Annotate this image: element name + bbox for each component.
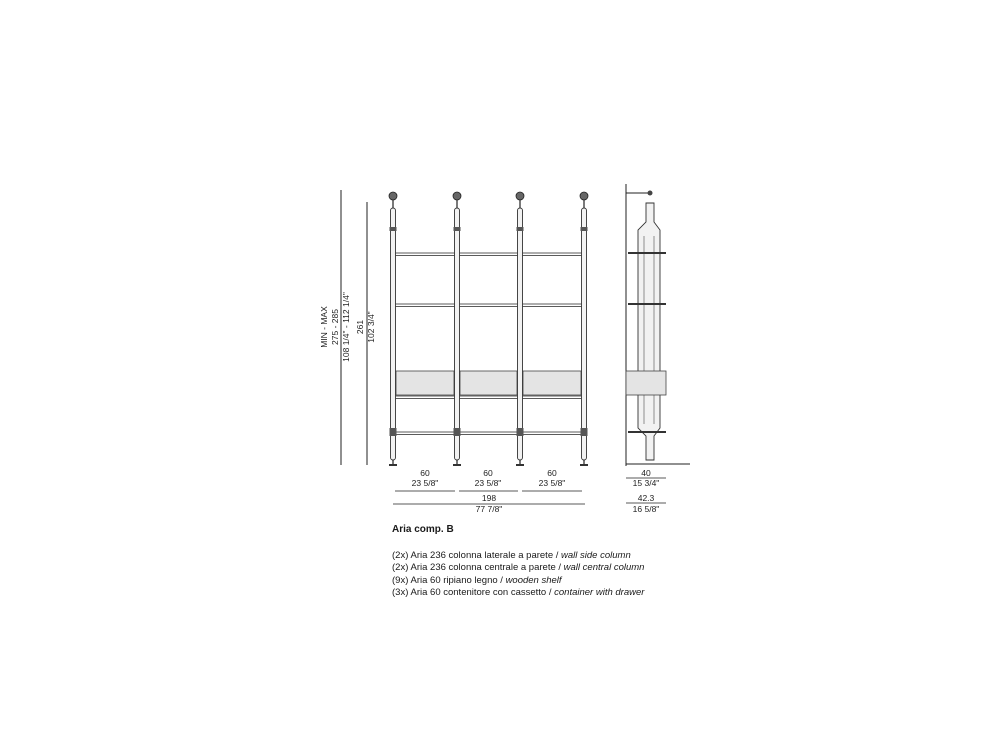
shelf (393, 304, 584, 307)
drawer-container (396, 371, 454, 395)
total-width-in: 77 7/8" (475, 504, 503, 514)
top-bracket-knob (648, 191, 653, 196)
column-clamp (581, 428, 588, 436)
component-item: (2x) Aria 236 colonna laterale a parete / wall side column (392, 550, 631, 561)
column-clamp (517, 428, 524, 436)
side-column-outline (638, 203, 660, 460)
column-upright (455, 208, 460, 460)
component-item: (3x) Aria 60 contenitore con cassetto / container with drawer (392, 587, 645, 599)
column-base (389, 464, 397, 466)
height-range-cm: 275 - 285 (330, 309, 340, 345)
height-label: MIN - MAX (319, 306, 329, 348)
column-base (580, 464, 588, 466)
shelf (393, 253, 584, 256)
column-top-knob (389, 192, 397, 200)
overall-depth-in: 16 5/8" (632, 504, 660, 514)
column-clamp (517, 227, 524, 231)
column-clamp (454, 227, 461, 231)
shelf-depth-in: 15 3/4" (632, 478, 660, 488)
column-upright (518, 208, 523, 460)
shelf (393, 396, 584, 399)
column-clamp (454, 428, 461, 436)
column-top-knob (580, 192, 588, 200)
bay-width-cm-3: 60 (547, 468, 557, 478)
component-item: (2x) Aria 236 colonna centrale a parete / wall central column (392, 562, 645, 574)
side-view (626, 184, 690, 466)
column-base (453, 464, 461, 466)
component-item: (9x) Aria 60 ripiano legno / wooden shelf (392, 574, 562, 586)
side-drawer-container (626, 371, 666, 395)
front-view (389, 192, 588, 466)
height-inner-cm: 261 (355, 319, 365, 335)
column-upright (582, 208, 587, 460)
bay-width-in-3: 23 5/8" (538, 478, 566, 488)
bay-width-cm-1: 60 (420, 468, 430, 478)
column-top-knob (453, 192, 461, 200)
drawer-container (460, 371, 517, 395)
components-list (392, 550, 644, 600)
column-clamp (390, 227, 397, 231)
height-inner-in: 102 3/4" (366, 311, 376, 343)
bay-width-in-1: 23 5/8" (411, 478, 439, 488)
column-upright (391, 208, 396, 460)
column-clamp (581, 227, 588, 231)
total-width-cm: 198 (481, 493, 497, 503)
shelf-depth-cm: 40 (641, 468, 651, 478)
drawer-container (523, 371, 581, 395)
column-base (516, 464, 524, 466)
bay-width-cm-2: 60 (483, 468, 493, 478)
bay-width-in-2: 23 5/8" (474, 478, 502, 488)
column-top-knob (516, 192, 524, 200)
overall-depth-cm: 42.3 (637, 493, 655, 503)
height-range-in: 108 1/4" - 112 1/4" (341, 292, 351, 362)
shelf (393, 432, 584, 435)
column-clamp (390, 428, 397, 436)
composition-title: Aria comp. B (392, 524, 454, 535)
